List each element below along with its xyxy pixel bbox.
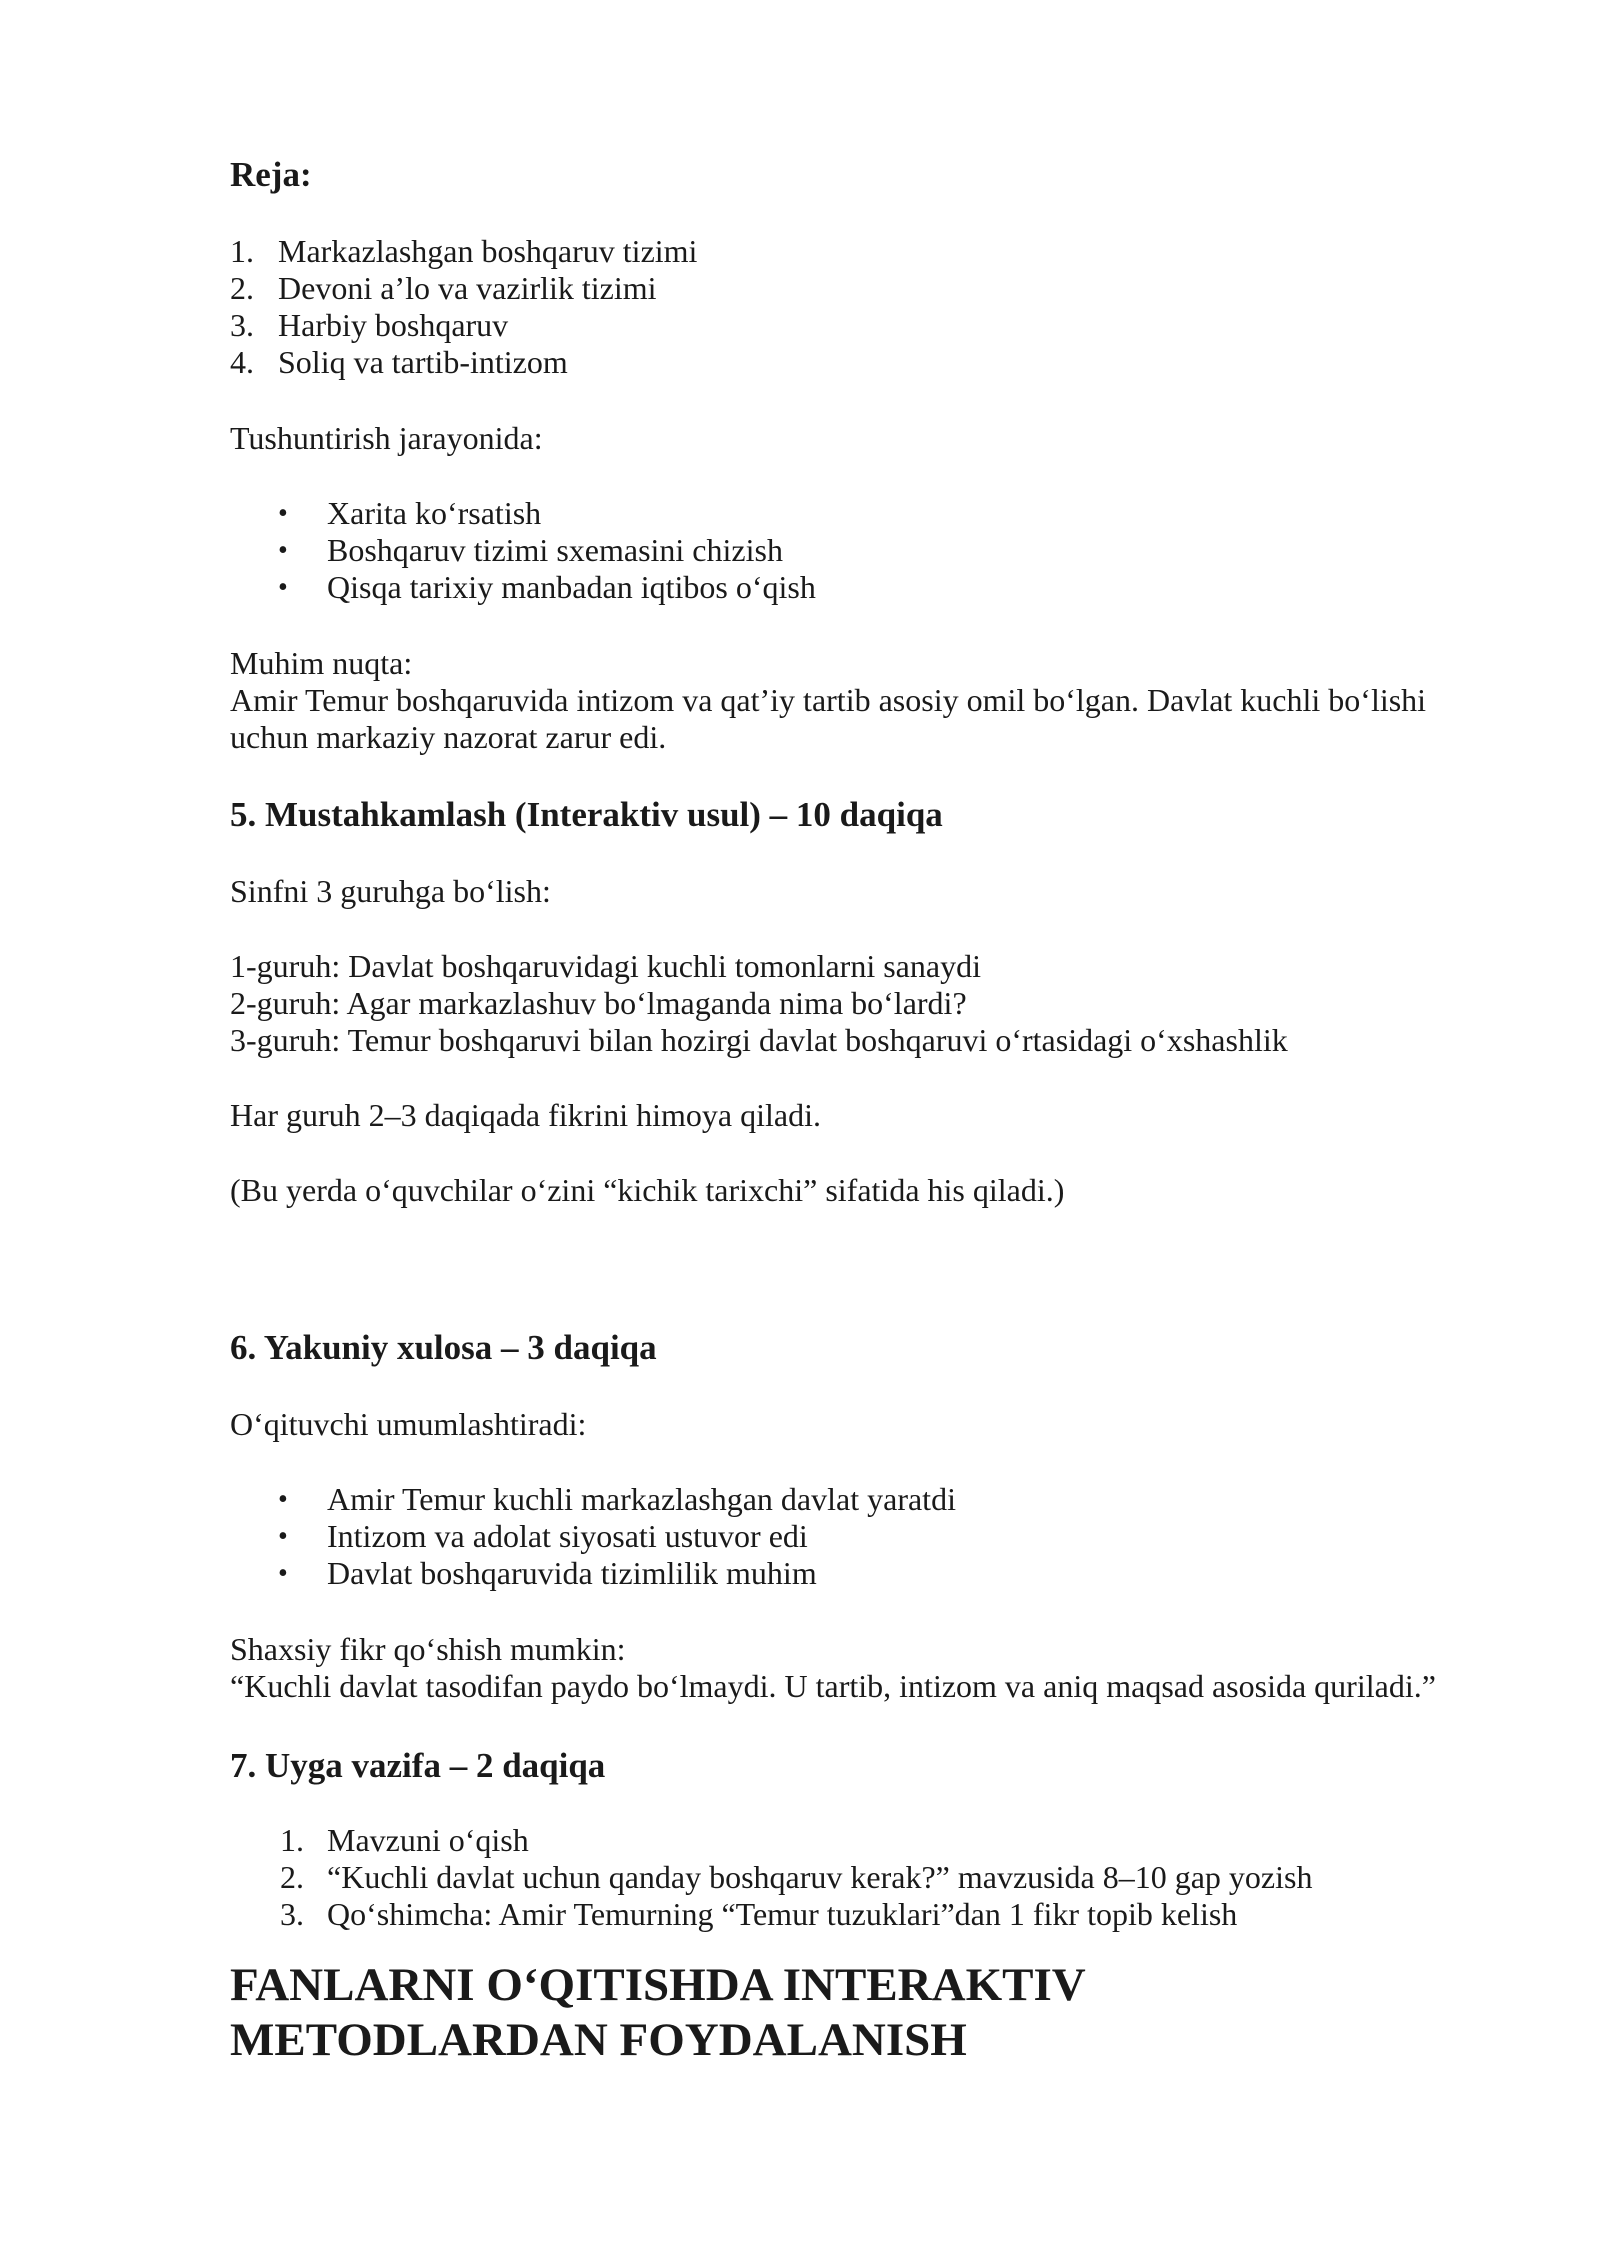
- list-item: • Davlat boshqaruvida tizimlilik muhim: [278, 1555, 817, 1591]
- opinion-label: Shaxsiy fikr qo‘shish mumkin:: [230, 1631, 626, 1667]
- groups-list: [230, 948, 1450, 1059]
- list-item: 3. Qo‘shimcha: Amir Temurning “Temur tuzuklari”dan 1 fikr topib kelish: [280, 1896, 1238, 1932]
- bullet-icon: •: [278, 498, 288, 529]
- list-item: 1. Mavzuni o‘qish: [280, 1822, 529, 1858]
- section5-note: (Bu yerda o‘quvchilar o‘zini “kichik tarixchi” sifatida his qiladi.): [230, 1172, 1065, 1208]
- list-item: 4. Soliq va tartib-intizom: [230, 344, 568, 380]
- plan-title: Reja:: [230, 155, 312, 194]
- list-item: 3. Harbiy boshqaruv: [230, 307, 509, 343]
- key-point-label: Muhim nuqta:: [230, 645, 413, 681]
- list-item: 1. Markazlashgan boshqaruv tizimi: [230, 233, 698, 269]
- bullet-icon: •: [278, 1558, 288, 1589]
- plan-list: [230, 233, 1450, 381]
- list-item: • Amir Temur kuchli markazlashgan davlat yaratdi: [278, 1481, 956, 1517]
- big-title-line2: METODLARDAN FOYDALANISH: [230, 2014, 967, 2066]
- big-title: [230, 1958, 1450, 2068]
- summary-list: [230, 1481, 1450, 1592]
- list-item: • Boshqaruv tizimi sxemasini chizish: [278, 532, 783, 568]
- key-point-text: Amir Temur boshqaruvida intizom va qat’iy tartib asosiy omil bo‘lgan. Davlat kuchli bo‘lishi uchun markaziy nazorat zarur edi.: [230, 682, 1427, 755]
- section5-intro: Sinfni 3 guruhga bo‘lish:: [230, 873, 551, 909]
- list-item: • Qisqa tarixiy manbadan iqtibos o‘qish: [278, 569, 816, 605]
- bullet-icon: •: [278, 1521, 288, 1552]
- section5-heading: 5. Mustahkamlash (Interaktiv usul) – 10 daqiqa: [230, 795, 943, 834]
- explanation-list: [230, 495, 1450, 606]
- homework-list: [230, 1822, 1450, 1933]
- section6-intro: O‘qituvchi umumlashtiradi:: [230, 1406, 587, 1442]
- list-item: 2. “Kuchli davlat uchun qanday boshqaruv kerak?” mavzusida 8–10 gap yozish: [280, 1859, 1313, 1895]
- section7-heading: 7. Uyga vazifa – 2 daqiqa: [230, 1746, 606, 1785]
- group-item: 2-guruh: Agar markazlashuv bo‘lmaganda nima bo‘lardi?: [230, 985, 967, 1021]
- section5-defense: Har guruh 2–3 daqiqada fikrini himoya qiladi.: [230, 1097, 821, 1133]
- section6-heading: 6. Yakuniy xulosa – 3 daqiqa: [230, 1328, 657, 1367]
- group-item: 3-guruh: Temur boshqaruvi bilan hozirgi davlat boshqaruvi o‘rtasidagi o‘xshashlik: [230, 1022, 1288, 1058]
- big-title-line1: FANLARNI O‘QITISHDA INTERAKTIV: [230, 1959, 1086, 2011]
- bullet-icon: •: [278, 1484, 288, 1515]
- bullet-icon: •: [278, 535, 288, 566]
- opinion-quote: “Kuchli davlat tasodifan paydo bo‘lmaydi. U tartib, intizom va aniq maqsad asosida quriladi.”: [230, 1668, 1436, 1704]
- list-item: • Xarita ko‘rsatish: [278, 495, 542, 531]
- explanation-intro: Tushuntirish jarayonida:: [230, 420, 543, 456]
- list-item: 2. Devoni a’lo va vazirlik tizimi: [230, 270, 657, 306]
- group-item: 1-guruh: Davlat boshqaruvidagi kuchli tomonlarni sanaydi: [230, 948, 981, 984]
- list-item: • Intizom va adolat siyosati ustuvor edi: [278, 1518, 808, 1554]
- bullet-icon: •: [278, 572, 288, 603]
